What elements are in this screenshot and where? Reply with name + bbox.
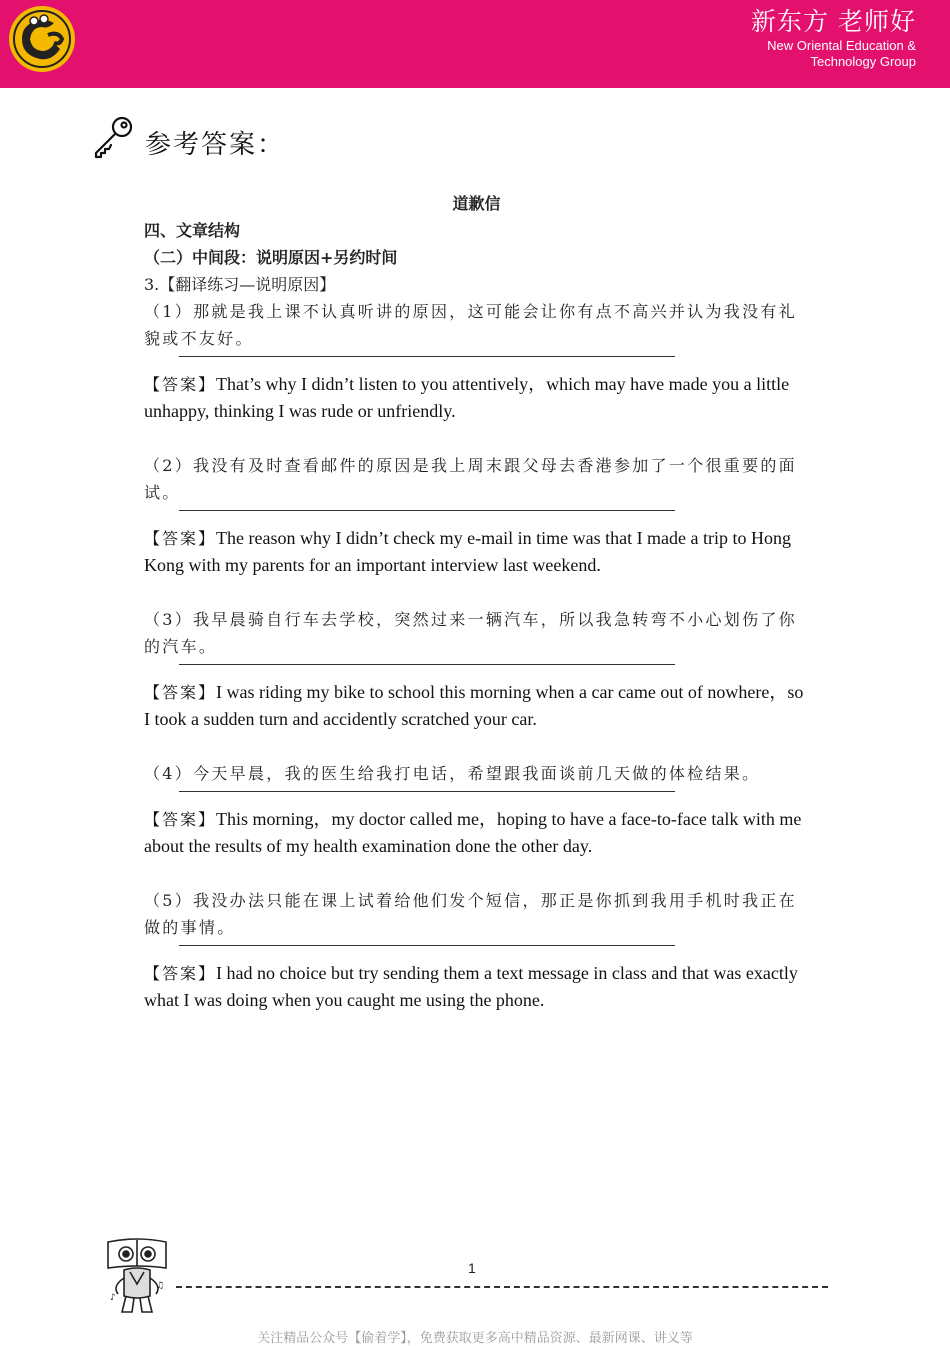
owl-reading-mascot-icon (104, 1238, 170, 1320)
item-answer-en: The reason why I didn’t check my e-mail in time was that I made a trip to Hong Kong with my parents for an important interview last weekend. (144, 528, 792, 575)
brand-block (751, 6, 916, 70)
answer-blank-line (179, 664, 675, 665)
item-answer (144, 371, 809, 425)
section-heading: 四、文章结构 (144, 221, 241, 240)
exercise-item-3 (144, 606, 809, 733)
svg-text:♪: ♪ (110, 1293, 116, 1303)
item-prompt-cn: （5）我没办法只能在课上试着给他们发个短信，那正是你抓到我用手机时我正在做的事情。 (144, 891, 797, 937)
item-prompt-cn: （3）我早晨骑自行车去学校，突然过来一辆汽车，所以我急转弯不小心划伤了你的汽车。 (144, 610, 797, 656)
item-answer-en: That’s why I didn’t listen to you attentively，which may have made you a little unhappy, thinking I was rude or unfriendly. (144, 374, 790, 421)
item-answer-en: I had no choice but try sending them a text message in class and that was exactly what I was doing when you caught me using the phone. (144, 963, 798, 1010)
answer-tag: 【答案】 (144, 810, 217, 829)
item-answer (144, 525, 809, 579)
answer-blank-line (179, 510, 675, 511)
exercise-heading: 3.【翻译练习—说明原因】 (144, 275, 336, 294)
exercise-item-1 (144, 298, 809, 425)
item-answer (144, 679, 809, 733)
answer-tag: 【答案】 (144, 529, 217, 548)
footer-note: 关注精品公众号【偷着学】，免费获取更多高中精品资源、最新网课、讲义等 (257, 1331, 693, 1346)
item-prompt-cn: （4）今天早晨，我的医生给我打电话，希望跟我面谈前几天做的体检结果。 (144, 764, 761, 783)
brand-name-en-line1: New Oriental Education & (767, 38, 916, 53)
svg-text:♫: ♫ (156, 1281, 165, 1291)
subsection-heading: （二）中间段：说明原因+另约时间 (144, 248, 398, 267)
doc-title: 道歉信 (452, 194, 501, 213)
answer-blank-line (179, 791, 675, 792)
item-answer-en: This morning，my doctor called me，hoping to have a face-to-face talk with me about the results of my health examination done the other day. (144, 809, 802, 856)
answer-heading: 参考答案： (145, 130, 286, 160)
answer-tag: 【答案】 (144, 375, 217, 394)
answer-blank-line (179, 945, 675, 946)
exercise-item-2 (144, 452, 809, 579)
item-answer (144, 960, 809, 1014)
item-prompt-cn: （1）那就是我上课不认真听讲的原因，这可能会让你有点不高兴并认为我没有礼貌或不友好。 (144, 302, 797, 348)
key-icon (90, 114, 136, 160)
exercise-item-4 (144, 760, 809, 860)
brand-name-en-line2: Technology Group (810, 54, 916, 69)
answer-blank-line (179, 356, 675, 357)
brand-name-cn: 新东方 老师好 (751, 7, 916, 36)
item-prompt-cn: （2）我没有及时查看邮件的原因是我上周末跟父母去香港参加了一个很重要的面试。 (144, 456, 797, 502)
page-header (0, 0, 950, 88)
item-answer-en: I was riding my bike to school this morning when a car came out of nowhere，so I took a sudden turn and accidently scratched your car. (144, 682, 804, 729)
document-body (144, 190, 809, 1014)
answer-tag: 【答案】 (144, 683, 217, 702)
answer-tag: 【答案】 (144, 964, 217, 983)
exercise-item-5 (144, 887, 809, 1014)
footer-divider (176, 1286, 828, 1288)
item-answer (144, 806, 809, 860)
new-oriental-logo-icon (8, 5, 76, 73)
page-number: 1 (468, 1260, 476, 1276)
